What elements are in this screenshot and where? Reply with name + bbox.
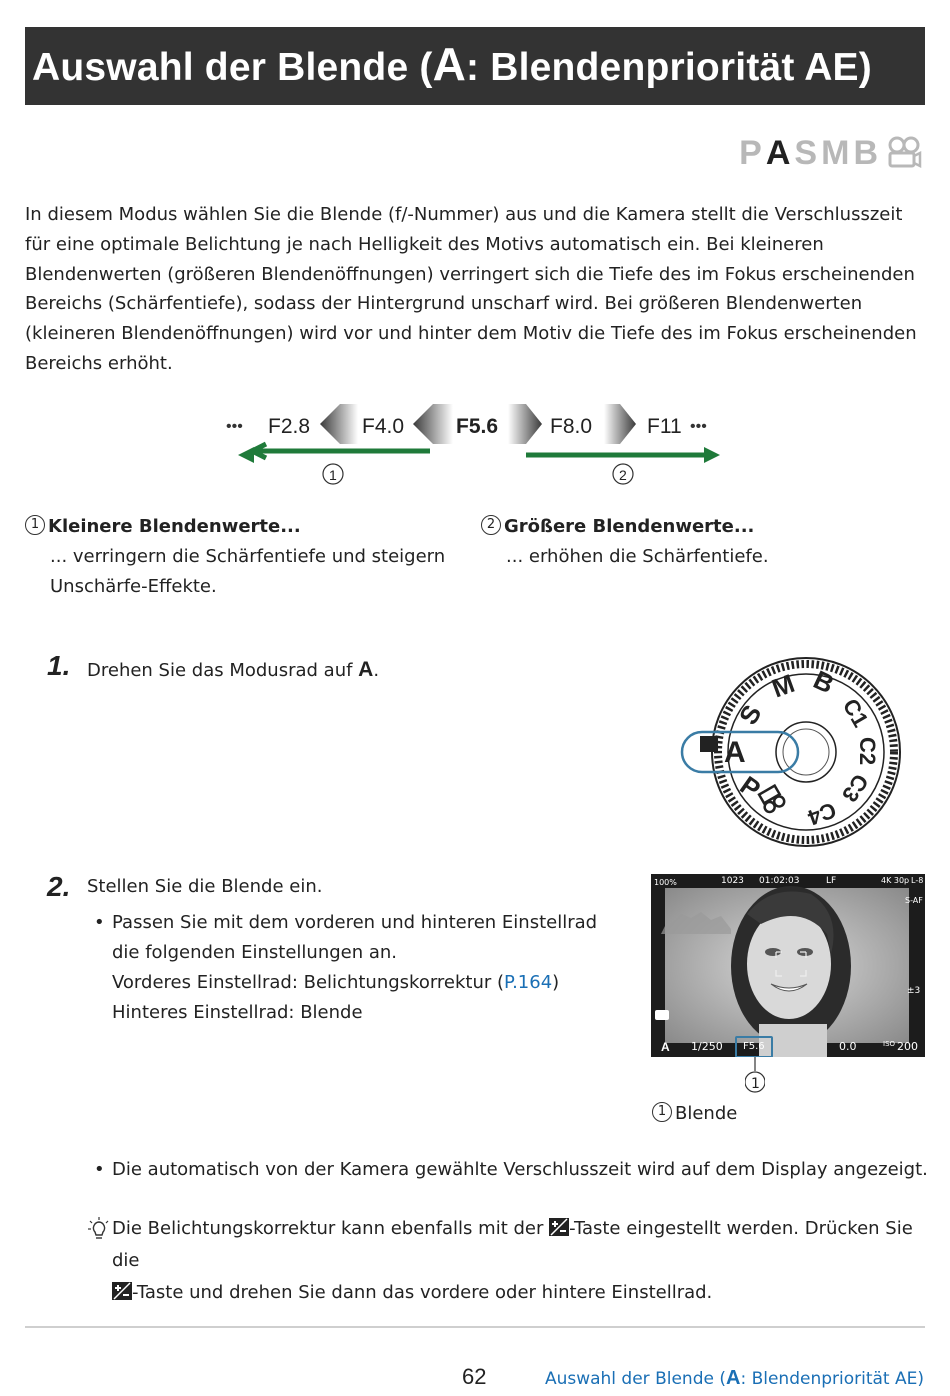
mode-m: M	[821, 133, 854, 172]
column-larger-values	[481, 512, 921, 572]
page-link-p164[interactable]: P.164	[504, 972, 553, 993]
lcd-mode: A	[661, 1040, 670, 1054]
fvalue-f11: F11	[647, 415, 682, 438]
lcd-aperture-highlight	[735, 1036, 773, 1057]
column-2-body: ... erhöhen die Schärfentiefe.	[506, 545, 769, 567]
tip-lightbulb-icon	[88, 1217, 110, 1241]
mode-dial-illustration	[676, 655, 908, 855]
title-bar	[25, 27, 925, 105]
arrow-num-1: 1	[329, 467, 337, 483]
lcd-level: L-8	[911, 876, 924, 885]
column-1-body: ... verringern die Schärfentiefe und steigern Unschärfe-Effekte.	[50, 545, 446, 597]
lcd-video: 4K 30p	[881, 876, 910, 885]
dial-label-b: B	[809, 664, 839, 700]
lcd-af: S-AF	[905, 896, 923, 905]
fvalue-f2-8: F2.8	[268, 415, 311, 438]
step-2-bullet: • Passen Sie mit dem vorderen und hinteren Einstellrad die folgenden Einstellungen an. Vorderes Einstellrad: Belichtungskorrektur (P.164) Hinteres Einstellrad: Blende	[112, 908, 622, 1028]
bullet-line-3: Hinteres Einstellrad: Blende	[112, 1002, 363, 1023]
lcd-caption: 1 Blende	[652, 1103, 737, 1124]
green-arrow-left-icon	[252, 444, 430, 458]
mode-indicator	[739, 133, 922, 173]
lcd-iso-label: ISO	[883, 1040, 896, 1048]
dial-label-a: A	[724, 736, 746, 769]
page-number: 62	[462, 1364, 487, 1389]
dial-label-c3: C3	[836, 769, 874, 807]
column-1-heading: 1 Kleinere Blendenwerte...	[25, 512, 465, 542]
ellipsis-left: •••	[226, 418, 243, 435]
mode-a-glyph: A	[432, 38, 466, 90]
lcd-shutter: 1/250	[691, 1040, 723, 1053]
column-2-heading: 2 Größere Blendenwerte...	[481, 512, 921, 542]
dial-label-s: S	[732, 699, 768, 730]
tip-text: Die Belichtungskorrektur kann ebenfalls mit der -Taste eingestellt werden. Drücken Sie die -Taste und drehen Sie dann das vordere oder hintere Einstellrad.	[112, 1218, 913, 1303]
lcd-callout-line	[745, 1057, 765, 1097]
lcd-photo	[651, 874, 925, 1057]
exposure-compensation-icon	[549, 1218, 569, 1236]
arrow-num-2: 2	[619, 467, 627, 483]
column-smaller-values	[25, 512, 465, 601]
footer-section-link[interactable]: Auswahl der Blende (A: Blendenpriorität AE)	[544, 1367, 924, 1389]
page-title: Auswahl der Blende (A: Blendenpriorität AE)	[32, 38, 872, 90]
lcd-camera-icon	[655, 1010, 669, 1020]
fvalue-f4-0: F4.0	[362, 415, 405, 438]
ellipsis-right: •••	[690, 418, 707, 435]
bullet-line-2: Vorderes Einstellrad: Belichtungskorrektur (P.164)	[112, 972, 560, 993]
mode-b: B	[853, 133, 882, 172]
dial-label-m: M	[767, 667, 799, 704]
step-2-number: 2.	[47, 871, 71, 902]
arrow-right-2-icon	[604, 404, 636, 444]
footer-divider	[25, 1326, 925, 1328]
intro-paragraph: In diesem Modus wählen Sie die Blende (f/-Nummer) aus und die Kamera stellt die Verschlusszeit für eine optimale Belichtung je nach Helligkeit des Motivs automatisch ein. Bei kleineren Blendenwerten (größeren Blendenöffnungen) verringert sich die Tiefe des im Fokus erscheinenden Bereichs (Schärfentiefe), sodass der Hintergrund unscharf wird. Bei größeren Blendenwerten (kleineren Blendenöffnungen) wird vor und hinter dem Motiv die Tiefe des im Fokus erscheinenden Bereichs erhöht.	[25, 204, 917, 374]
lcd-quality: LF	[826, 876, 837, 886]
mode-p: P	[739, 133, 766, 172]
shutter-info-bullet: • Die automatisch von der Kamera gewählte Verschlusszeit wird auf dem Display angezeigt.	[94, 1159, 928, 1180]
lcd-shots: 1023	[721, 876, 744, 886]
lcd-ev: 0.0	[839, 1040, 857, 1053]
lcd-battery: 100%	[654, 878, 677, 887]
step-1-text: Drehen Sie das Modusrad auf A.	[87, 658, 380, 681]
lcd-aperture: F5.6	[743, 1041, 765, 1052]
step-2-text: Stellen Sie die Blende ein.	[87, 876, 323, 897]
camera-lcd-screen	[651, 874, 925, 1057]
mode-s: S	[794, 133, 822, 172]
fvalue-f8-0: F8.0	[550, 415, 593, 438]
exposure-compensation-icon-2	[112, 1282, 132, 1300]
lcd-callout-num: 1	[751, 1076, 760, 1092]
arrow-left-2-icon	[413, 404, 453, 444]
fvalue-f5-6: F5.6	[456, 415, 499, 438]
bullet-line-1: Passen Sie mit dem vorderen und hinteren Einstellrad die folgenden Einstellungen an.	[112, 912, 598, 963]
dial-label-c2: C2	[855, 737, 880, 766]
step-1-number: 1.	[47, 650, 71, 681]
lcd-time: 01:02:03	[759, 876, 800, 886]
dial-label-c4: C4	[804, 797, 840, 831]
dial-label-p: P	[734, 769, 767, 805]
dial-label-c1: C1	[837, 694, 874, 732]
movie-camera-icon	[886, 136, 922, 170]
lcd-flash: ±3	[907, 986, 921, 996]
arrow-right-1-icon	[508, 404, 542, 444]
lcd-iso: 200	[897, 1040, 918, 1053]
aperture-scale-diagram	[220, 400, 740, 500]
arrow-left-1-icon	[320, 404, 358, 444]
mode-a-active: A	[765, 133, 795, 172]
